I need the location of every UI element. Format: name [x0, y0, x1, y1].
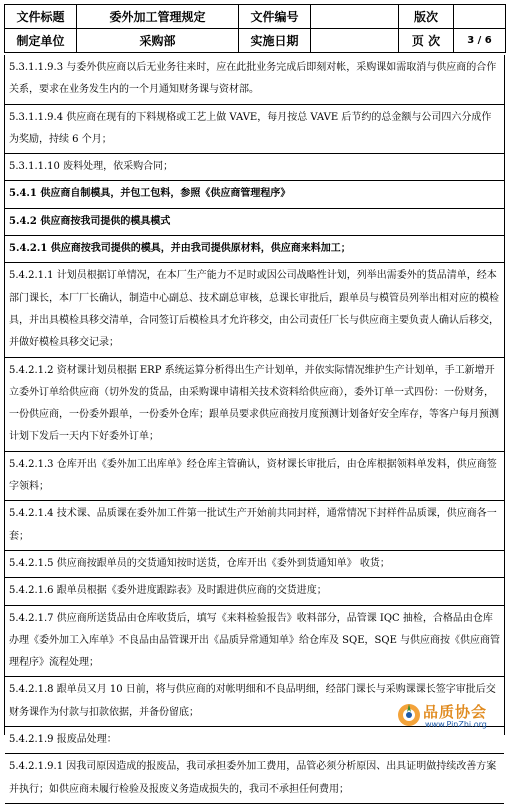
- clause-paragraph: 5.4.2.1.3 仓库开出《委外加工出库单》经仓库主管确认，资材课长审批后，由仓库根据领料单发料，供应商签字领料；: [5, 452, 504, 502]
- document-page: [4, 4, 505, 795]
- section-heading: 5.4.2 供应商按我司提供的模具模式: [5, 209, 504, 236]
- page-number-label: 页 次: [399, 29, 454, 53]
- section-heading: 5.4.1 供应商自制模具，并包工包料，参照《供应商管理程序》: [5, 181, 504, 208]
- clause-paragraph: 5.4.2.1.5 供应商按跟单员的交货通知按时送货，仓库开出《委外到货通知单》 收货；: [5, 551, 504, 578]
- effective-date-label: 实施日期: [239, 29, 311, 53]
- watermark-brand: 品质协会: [423, 703, 488, 721]
- clause-paragraph: 5.4.2.1.6 跟单员根据《委外进度跟踪表》及时跟进供应商的交货进度；: [5, 578, 504, 605]
- clause-paragraph: 5.4.2.1.7 供应商所送货品由仓库收货后，填写《来料检验报告》收料部分，品管课 IQC 抽检，合格品由仓库办理《委外加工入库单》不良品由品管课开出《品质异常通知单》给仓库及 SQE，SQE 与供应商按《供应商管理程序》流程处理；: [5, 606, 504, 678]
- header-row-2: [5, 29, 506, 53]
- clause-paragraph: 5.3.1.1.9.3 与委外供应商以后无业务往来时，应在此批业务完成后即刻对帐，采购课如需取消与供应商的合作关系，要求在业务发生内的一个月通知财务课与资材部。: [5, 55, 504, 105]
- watermark-url: www.PinZhi.org: [425, 720, 487, 729]
- clause-paragraph: 5.3.1.1.9.4 供应商在现有的下料规格或工艺上做 VAVE，每月按总 VAVE 后节约的总金额与公司四六分成作为奖励，持续 6 个月；: [5, 105, 504, 155]
- clause-paragraph: 5.4.2.1.8 跟单员又月 10 日前，将与供应商的对帐明细和不良品明细，经部门课长与采购课课长签字审批后交财务课作为付款与扣款依据，并备份留底；: [5, 677, 504, 727]
- effective-date-value: [311, 29, 399, 53]
- header-row-1: [5, 5, 506, 29]
- issuing-unit-label: 制定单位: [5, 29, 77, 53]
- section-heading: 5.4.2.1 供应商按我司提供的模具，并由我司提供原材料，供应商来料加工；: [5, 236, 504, 263]
- doc-title-label: 文件标题: [5, 5, 77, 29]
- clause-paragraph: 5.4.2.1.2 资材课计划员根据 ERP 系统运算分析得出生产计划单，并依实际情况维护生产计划单，手工新增开立委外订单给供应商（切外发的货品，由采购课申请相关技术资料给供应商），委外订单一式四份：一份财务，一份供应商，一份委外跟单，一份委外仓库；跟单员要求供应商按月度预测计划备好安全库存，等客户每月预测计划下发后一天内下好委外订单；: [5, 358, 504, 452]
- clause-paragraph: 5.4.2.1.9 报废品处理：: [5, 727, 504, 754]
- pinzhi-logo-icon: [397, 703, 421, 727]
- page-number-value: 3 / 6: [454, 29, 506, 53]
- clause-paragraph: 5.3.1.1.10 废料处理，依采购合同；: [5, 154, 504, 181]
- version-label: 版次: [399, 5, 454, 29]
- pinzhi-watermark: [397, 701, 507, 731]
- doc-number-value: [311, 5, 399, 29]
- clause-paragraph: 5.4.2.1.9.1 因我司原因造成的报废品，我司承担委外加工费用，品管必须分析原因、出具证明做持续改善方案并执行；如供应商未履行检验及报废义务造成损失的，我司不承担任何费用；: [5, 754, 504, 804]
- clause-paragraph: 5.4.2.1.4 技术课、品质课在委外加工件第一批试生产开始前共同封样，通常情况下封样件品质课，供应商各一套；: [5, 501, 504, 551]
- issuing-unit-value: 采购部: [77, 29, 239, 53]
- doc-number-label: 文件编号: [239, 5, 311, 29]
- document-body: [4, 55, 505, 795]
- document-header-table: [4, 4, 506, 53]
- version-value: [454, 5, 506, 29]
- clause-paragraph: 5.4.2.1.1 计划员根据订单情况，在本厂生产能力不足时或因公司战略性计划，列举出需委外的货品清单，经本部门课长，本厂厂长确认，制造中心副总、技术副总审核，总课长审批后，跟单员与模管员列举出相对应的模检具，并出具模检具移交清单，合同签订后模检具才允许移交，由公司责任厂长与供应商主要负责人确认后移交，并做好模检具移交记录；: [5, 263, 504, 357]
- doc-title-value: 委外加工管理规定: [77, 5, 239, 29]
